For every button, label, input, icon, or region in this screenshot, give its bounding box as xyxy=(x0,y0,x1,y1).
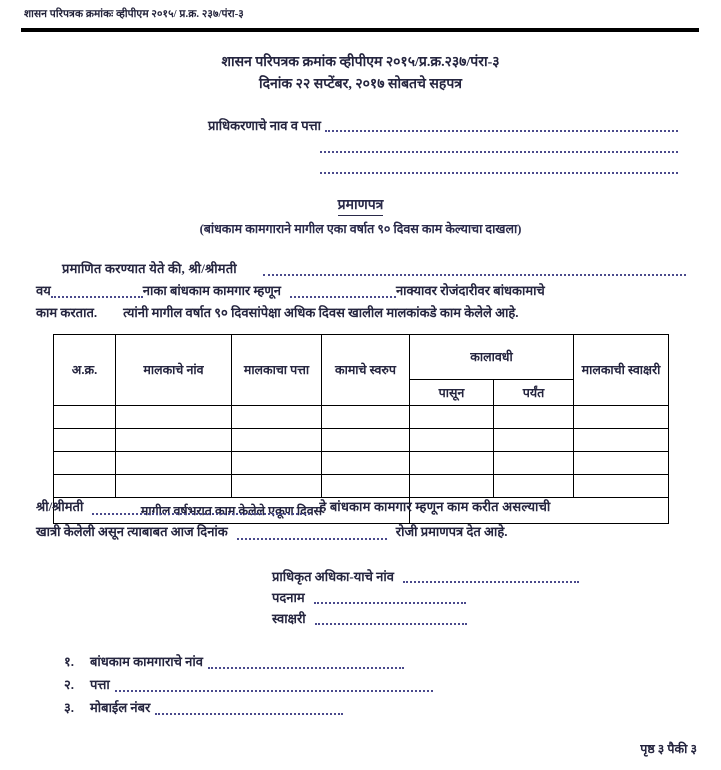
worker-name-field[interactable] xyxy=(208,667,404,669)
col-header-owner-signature: मालकाची स्वाक्षरी xyxy=(574,335,669,406)
cell-owner-address[interactable] xyxy=(232,406,322,429)
authority-address-input-3[interactable] xyxy=(320,172,678,174)
declaration-line-2 xyxy=(36,280,686,302)
table-row xyxy=(54,406,669,429)
closing-part-4: रोजी प्रमाणपत्र देत आहे. xyxy=(395,524,508,539)
declaration-line-3 xyxy=(36,302,686,324)
header-divider-rule xyxy=(21,28,699,32)
authority-name-input[interactable] xyxy=(325,130,678,132)
declaration-part-5: काम करतात. xyxy=(36,305,98,320)
closing-part-2: हे बांधकाम कामगार म्हणून काम करीत असल्याची xyxy=(319,499,551,514)
cell-from[interactable] xyxy=(410,452,494,475)
table-row xyxy=(54,452,669,475)
signature-input[interactable] xyxy=(315,623,467,625)
work-table-header-row xyxy=(54,335,669,380)
list-item-label: पत्ता xyxy=(90,677,110,692)
authority-address-row-2 xyxy=(208,136,678,157)
closing-paragraph xyxy=(36,494,691,544)
col-header-duration: कालावधी xyxy=(410,335,574,380)
document-reference-header: शासन परिपत्रक क्रमांकः व्हीपीएम २०१५/ प्र.क्र. २३७/पंरा-३ xyxy=(24,9,244,20)
declaration-part-2: वय xyxy=(36,283,51,298)
list-item-number: ३. xyxy=(64,700,75,715)
officer-name-input[interactable] xyxy=(403,581,579,583)
authority-name-label: प्राधिकरणाचे नाव व पत्ता xyxy=(208,118,321,133)
list-item-number: २. xyxy=(64,677,75,692)
cell-to[interactable] xyxy=(494,452,574,475)
list-item-number: १. xyxy=(64,654,75,669)
closing-line-1 xyxy=(36,494,691,519)
designation-input[interactable] xyxy=(314,602,466,604)
worker-mobile-field[interactable] xyxy=(155,713,343,715)
cell-work-type[interactable] xyxy=(322,452,410,475)
page-footer: पृष्ठ ३ पैकी ३ xyxy=(640,742,697,756)
authority-address-input-2[interactable] xyxy=(320,151,678,153)
col-header-serial: अ.क्र. xyxy=(54,335,116,406)
col-header-owner-name: मालकाचे नांव xyxy=(116,335,232,406)
list-item xyxy=(64,673,534,696)
authority-address-row-3 xyxy=(208,157,678,178)
cell-owner-name[interactable] xyxy=(116,429,232,452)
cell-from[interactable] xyxy=(410,406,494,429)
certificate-subtitle: (बांधकाम कामगाराने मागील एका वर्षात ९० दिवस काम केल्याचा दाखला) xyxy=(199,222,522,236)
declaration-part-1: प्रमाणित करण्यात येते की, श्री/श्रीमती xyxy=(62,261,237,276)
declaration-body xyxy=(36,258,686,324)
worker-address-field[interactable] xyxy=(115,690,433,692)
title-block xyxy=(0,52,721,96)
closing-part-1: श्री/श्रीमती xyxy=(36,499,84,514)
cell-serial[interactable] xyxy=(54,406,116,429)
authority-name-row xyxy=(208,115,678,136)
certificate-heading-block xyxy=(0,196,721,240)
designation-row xyxy=(272,587,692,608)
col-subheader-from: पासून xyxy=(410,380,494,406)
cell-to[interactable] xyxy=(494,429,574,452)
worker-details-list xyxy=(64,650,534,719)
cell-owner-name[interactable] xyxy=(116,406,232,429)
authority-address-section xyxy=(208,115,678,178)
declaration-part-3: नाका बांधकाम कामगार म्हणून xyxy=(142,283,281,298)
worker-age-input[interactable] xyxy=(51,296,143,298)
closing-line-2 xyxy=(36,519,691,544)
table-row xyxy=(54,429,669,452)
cell-work-type[interactable] xyxy=(322,406,410,429)
signature-row xyxy=(272,608,692,629)
declaration-line-1 xyxy=(36,258,686,280)
certificate-title: प्रमाणपत्र xyxy=(338,196,384,216)
col-header-owner-address: मालकाचा पत्ता xyxy=(232,335,322,406)
cell-owner-signature[interactable] xyxy=(574,429,669,452)
cell-to[interactable] xyxy=(494,406,574,429)
cell-owner-address[interactable] xyxy=(232,429,322,452)
col-subheader-to: पर्यंत xyxy=(494,380,574,406)
closing-date-input[interactable] xyxy=(237,538,387,540)
closing-part-3: खात्री केलेली असून त्याबाबत आज दिनांक xyxy=(36,524,228,539)
declaration-part-4: नाक्यावर रोजंदारीवर बांधकामाचे xyxy=(395,283,545,298)
cell-owner-signature[interactable] xyxy=(574,406,669,429)
cell-owner-name[interactable] xyxy=(116,452,232,475)
cell-work-type[interactable] xyxy=(322,429,410,452)
list-item xyxy=(64,650,534,673)
signature-label: स्वाक्षरी xyxy=(272,611,306,626)
worker-site-input[interactable] xyxy=(290,296,396,298)
title-line-2: दिनांक २२ सप्टेंबर, २०१७ सोबतचे सहपत्र xyxy=(258,77,463,92)
cell-serial[interactable] xyxy=(54,429,116,452)
closing-name-input[interactable] xyxy=(92,513,310,515)
officer-name-label: प्राधिकृत अधिका-याचे नांव xyxy=(272,569,394,584)
signature-block xyxy=(272,566,692,629)
cell-from[interactable] xyxy=(410,429,494,452)
designation-label: पदनाम xyxy=(272,590,305,605)
cell-serial[interactable] xyxy=(54,452,116,475)
officer-name-row xyxy=(272,566,692,587)
list-item-label: मोबाईल नंबर xyxy=(90,700,151,715)
total-days-label: मागील वर्षभरात काम केलेले एकूण दिवस xyxy=(54,498,410,524)
title-line-1: शासन परिपत्रक क्रमांक व्हीपीएम २०१५/प्र.क्र.२३७/पंरा-३ xyxy=(221,55,500,70)
list-item xyxy=(64,696,534,719)
work-table-head xyxy=(54,335,669,406)
col-header-work-type: कामाचे स्वरुप xyxy=(322,335,410,406)
cell-owner-address[interactable] xyxy=(232,452,322,475)
list-item-label: बांधकाम कामगाराचे नांव xyxy=(90,654,203,669)
declaration-part-6: त्यांनी मागील वर्षात ९० दिवसांपेक्षा अधिक दिवस खालील मालकांकडे काम केलेले आहे. xyxy=(123,305,519,320)
cell-owner-signature[interactable] xyxy=(574,452,669,475)
worker-name-input[interactable] xyxy=(263,274,686,276)
